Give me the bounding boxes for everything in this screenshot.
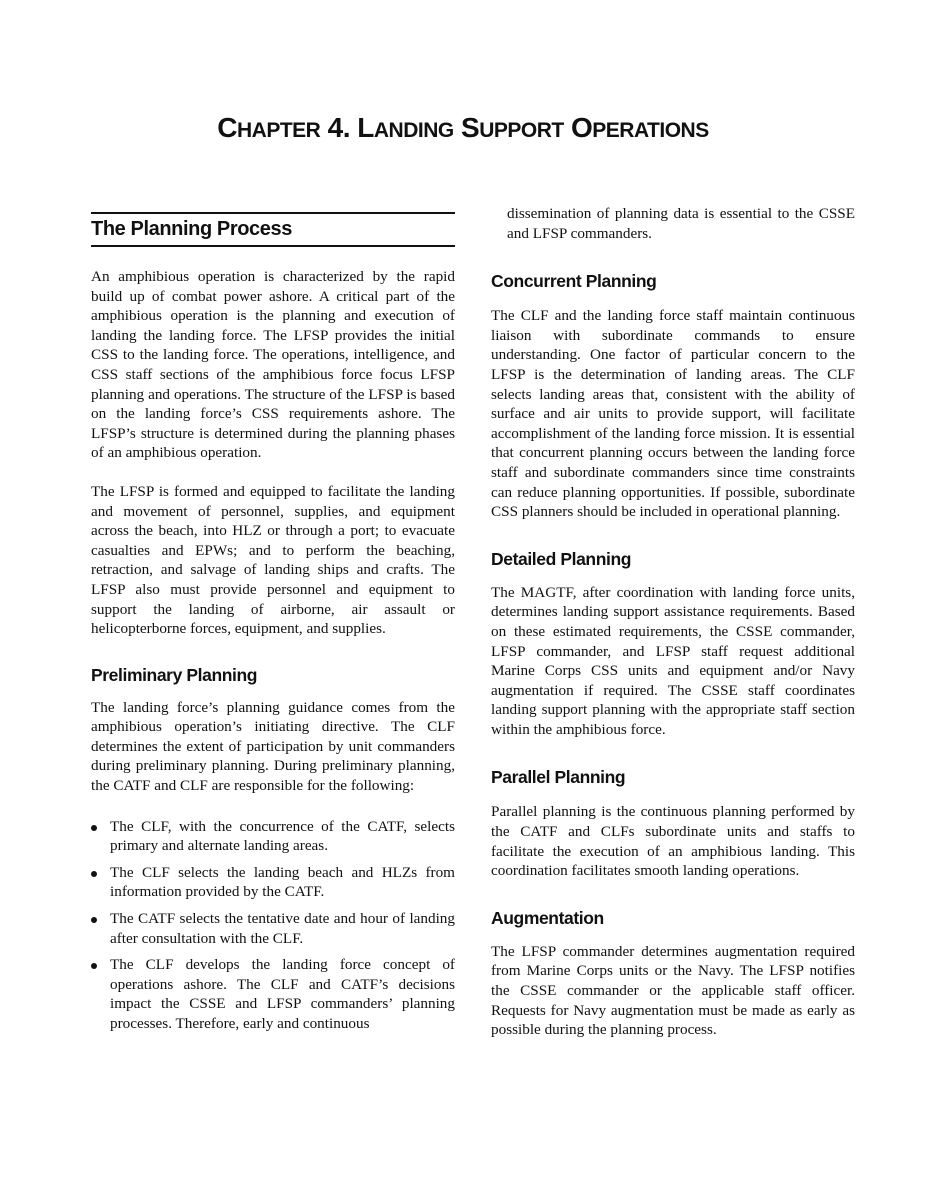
chapter-title-part: L xyxy=(357,112,374,143)
chapter-title-part: UPPORT xyxy=(479,119,564,142)
paragraph: The landing force’s planning guidance comes from the amphibious operation’s initiating directive. The CLF determines the extent of participation by unit commanders during preliminary planning. During preliminary planning, the CATF and CLF are responsible for the following: xyxy=(91,698,455,795)
bullet-icon xyxy=(91,825,97,831)
chapter-title-part: ANDING xyxy=(373,119,454,142)
subsection-title: Preliminary Planning xyxy=(91,664,258,685)
bullet-text: The CLF develops the landing force concept of operations ashore. The CLF and CATF’s decisions impact the CSSE and LFSP commanders’ planning processes. Therefore, early and continuous xyxy=(110,956,455,1032)
chapter-title-part: S xyxy=(453,112,480,143)
bullet-text: The CATF selects the tentative date and hour of landing after consultation with the CLF. xyxy=(110,910,455,947)
bullet-icon xyxy=(91,963,97,969)
right-column xyxy=(491,204,855,1040)
bullet-list xyxy=(91,817,455,1034)
bullet-text: The CLF selects the landing beach and HLZs from information provided by the CATF. xyxy=(110,863,455,901)
paragraph: Parallel planning is the continuous planning performed by the CATF and CLFs subordinate units and staffs to facilitate the execution of an amphibious landing. This coordination facilitates smooth landing operations. xyxy=(491,803,855,880)
chapter-title-part: C xyxy=(217,112,237,143)
chapter-title xyxy=(0,112,926,144)
paragraph: The LFSP commander determines augmentation required from Marine Corps units or the Navy. The LFSP notifies the CSSE commander or the applicable staff officer. Requests for Navy augmentation must be made as early as possible during the planning process. xyxy=(491,942,855,1039)
left-column xyxy=(91,212,455,1041)
chapter-title-part: PERATIONS xyxy=(592,119,709,142)
subsection-title: Concurrent Planning xyxy=(491,271,657,292)
section-rule-bottom xyxy=(91,245,455,247)
section-rule-top xyxy=(91,212,455,214)
subsection-title: Parallel Planning xyxy=(491,767,626,788)
bullet-icon xyxy=(91,917,97,923)
bullet-text: The CLF, with the concurrence of the CATF, selects primary and alternate landing areas. xyxy=(110,817,455,855)
paragraph: The CLF and the landing force staff maintain continuous liaison with subordinate commands to ensure understanding. One factor of particular concern to the LFSP is the determination of landing areas. The CLF selects landing areas that, consistent with the ability of surface and air units to provide support, will facilitate accomplishment of the landing force mission. It is essential that concurrent planning occurs between the landing force staff and subordinate commanders since time constraints can reduce planning opportunities. If possible, subordinate CSS planners should be included in operational planning. xyxy=(491,307,855,521)
bullet-icon xyxy=(91,871,97,877)
chapter-title-part: HAPTER xyxy=(237,119,321,142)
bullet-item xyxy=(91,909,455,948)
bullet-item xyxy=(91,863,455,902)
chapter-number: 4. xyxy=(320,112,358,143)
subsection-title: Detailed Planning xyxy=(491,548,632,569)
paragraph: An amphibious operation is characterized by the rapid build up of combat power ashore. A critical part of the amphibious operation is the planning and execution of landing the landing force. The LFSP provides the initial CSS to the landing force. The operations, intelligence, and CSS staff sections of the amphibious force focus LFSP planning and operations. The structure of the LFSP is based on the landing force’s CSS requirements ashore. The LFSP’s structure is determined during the planning phases of an amphibious operation. xyxy=(91,268,455,462)
bullet-item xyxy=(91,817,455,856)
paragraph: The LFSP is formed and equipped to facilitate the landing and movement of personnel, supplies, and equipment across the beach, into HLZ or through a port; to evacuate casualties and EPWs; and to perform the beaching, retraction, and salvage of landing ships and crafts. The LFSP also must provide personnel and equipment to support the landing of airborne, air assault or helicopterborne forces, equipment, and supplies. xyxy=(91,482,455,638)
chapter-title-part: O xyxy=(563,112,593,143)
section-title: The Planning Process xyxy=(91,218,292,240)
bullet-item xyxy=(91,955,455,1033)
paragraph: The MAGTF, after coordination with landing force units, determines landing support assistance requirements. Based on these estimated requirements, the CSSE commander, LFSP commander, and LFSP staff request additional Marine Corps CSS units and equipment and/or Navy augmentation if required. The CSSE staff coordinates landing support planning with the appropriate staff section within the amphibious force. xyxy=(491,583,855,738)
subsection-title: Augmentation xyxy=(491,907,604,928)
continuation-text: dissemination of planning data is essential to the CSSE and LFSP commanders. xyxy=(507,205,855,242)
